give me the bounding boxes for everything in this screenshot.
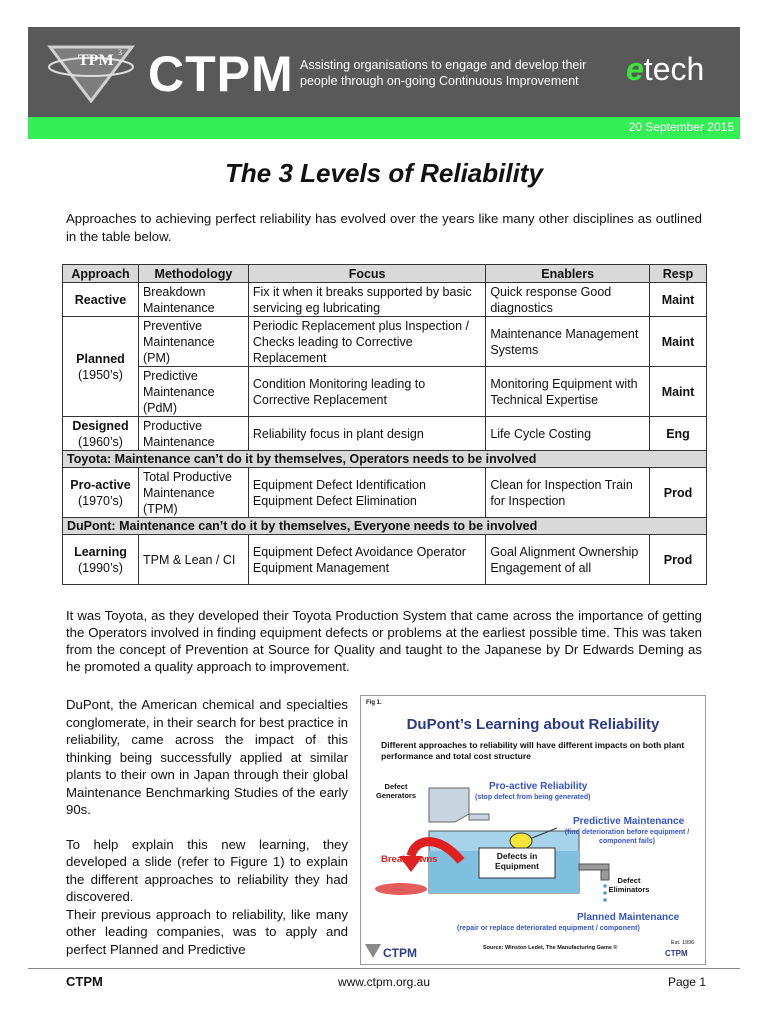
drain-pipe — [579, 864, 609, 870]
intro-paragraph: Approaches to achieving perfect reliability has evolved over the years like many other disciplines as outlined in the table below. — [66, 211, 702, 244]
mini-tpm-logo — [365, 944, 381, 958]
cell-method: Breakdown Maintenance — [138, 283, 248, 317]
proactive-sub: (stop defect from being generated) — [475, 794, 591, 801]
issue-date: 20 September 2015 — [628, 120, 734, 134]
approach-name: Designed — [72, 418, 129, 433]
cell-method: Preventive Maintenance (PM) — [138, 317, 248, 367]
logo-sup: 3 — [118, 48, 122, 57]
planned-label: Planned Maintenance — [577, 912, 680, 923]
defect-eliminators-label: Defect Eliminators — [608, 876, 650, 894]
figure-brand-right: CTPM — [665, 949, 688, 958]
cell-method: Total Productive Maintenance (TPM) — [138, 468, 248, 518]
hopper-spout — [469, 814, 489, 820]
cell-focus: Fix it when it breaks supported by basic servicing eg lubricating — [248, 283, 485, 317]
cell-resp: Maint — [650, 283, 707, 317]
slide-paragraph: To help explain this new learning, they developed a slide (refer to Figure 1) to explain the different approaches to reliability they had discovered. — [66, 836, 348, 904]
footer-divider — [28, 968, 740, 969]
cell-resp: Maint — [650, 317, 707, 367]
figure-brand-left: CTPM — [383, 946, 417, 960]
approach-era: (1960’s) — [78, 434, 123, 449]
cell-approach — [63, 317, 139, 417]
footer-page-number: Page 1 — [667, 975, 706, 989]
etech-logo — [626, 51, 704, 88]
cell-enablers: Quick response Good diagnostics — [486, 283, 650, 317]
col-resp: Resp — [650, 265, 707, 283]
dupont-paragraph: DuPont, the American chemical and specialties conglomerate, in their search for best practice in reliability, came across the impact of this thinking being successfully applied at similar plants to their own in Japan through their global Maintenance Benchmarking Studies of the early 90s. — [66, 697, 348, 817]
left-column — [66, 696, 348, 958]
figure-title: DuPont’s Learning about Reliability — [406, 716, 660, 733]
cell-focus: Periodic Replacement plus Inspection / Checks leading to Corrective Replacement — [248, 317, 485, 367]
planned-sub: (repair or replace deteriorated equipment / component) — [457, 925, 640, 932]
approach-era: (1970’s) — [78, 493, 123, 508]
approach-name: Learning — [74, 544, 127, 559]
figure-subtitle: Different approaches to reliability will have different impacts on both plant performance and total cost structure — [381, 740, 685, 761]
figure-source: Source: Winston Ledet, The Manufacturing Game ® — [483, 945, 618, 951]
figure-est: Est. 1996 — [671, 940, 695, 946]
cell-enablers: Maintenance Management Systems — [486, 317, 650, 367]
predictive-label: Predictive Maintenance — [573, 816, 685, 827]
cell-approach — [63, 468, 139, 518]
footer-brand: CTPM — [66, 974, 103, 989]
cell-method: TPM & Lean / CI — [138, 535, 248, 585]
col-approach: Approach — [63, 265, 139, 283]
approach-era: (1990’s) — [78, 560, 123, 575]
approach-name: Pro-active — [70, 477, 131, 492]
table-row — [63, 283, 707, 317]
date-bar — [28, 117, 740, 139]
etech-e: e — [626, 51, 644, 87]
col-focus: Focus — [248, 265, 485, 283]
cell-method: Predictive Maintenance (PdM) — [138, 367, 248, 417]
table-row — [63, 535, 707, 585]
logo-text: TPM — [78, 52, 114, 69]
predictive-sensor-icon — [510, 833, 532, 849]
defect-generator-hopper — [429, 788, 469, 822]
table-note-row — [63, 451, 707, 468]
footer-website[interactable]: www.ctpm.org.au — [337, 975, 431, 989]
table-header-row — [63, 265, 707, 283]
cell-approach — [63, 417, 139, 451]
cell-enablers: Monitoring Equipment with Technical Expertise — [486, 367, 650, 417]
cell-resp: Maint — [650, 367, 707, 417]
table-row — [63, 317, 707, 367]
approach-era: (1950’s) — [78, 367, 123, 382]
figure-1 — [360, 695, 706, 965]
cell-focus: Equipment Defect Avoidance Operator Equipment Management — [248, 535, 485, 585]
proactive-label: Pro-active Reliability — [489, 781, 588, 792]
breakdowns-label: Breakdowns — [381, 854, 438, 865]
cell-focus: Condition Monitoring leading to Corrective Replacement — [248, 367, 485, 417]
header-banner — [28, 27, 740, 117]
note-dupont: DuPont: Maintenance can’t do it by themselves, Everyone needs to be involved — [63, 518, 707, 535]
brand-name: CTPM — [148, 46, 294, 102]
col-enablers: Enablers — [486, 265, 650, 283]
cell-resp: Eng — [650, 417, 707, 451]
cell-enablers: Goal Alignment Ownership Engagement of all — [486, 535, 650, 585]
cell-enablers: Life Cycle Costing — [486, 417, 650, 451]
cell-approach — [63, 535, 139, 585]
defect-generators-label: Defect Generators — [375, 782, 417, 800]
previous-approach-paragraph: Their previous approach to reliability, like many other leading companies, was to apply and perfect Planned and Predictive — [66, 906, 348, 957]
predictive-sub: (find deterioration before equipment / component fails) — [564, 829, 690, 845]
table-note-row — [63, 518, 707, 535]
col-methodology: Methodology — [138, 265, 248, 283]
figure-label: Fig 1. — [366, 700, 382, 706]
tpm3-logo — [46, 41, 136, 103]
cell-resp: Prod — [650, 468, 707, 518]
cell-resp: Prod — [650, 535, 707, 585]
drip — [603, 898, 607, 902]
cell-focus: Reliability focus in plant design — [248, 417, 485, 451]
toyota-paragraph: It was Toyota, as they developed their Toyota Production System that came across the importance of getting the Operators involved in finding equipment defects or problems at the earliest possible time. This was taken from the concept of Prevention at Source for Quality and taught to the Japanese by Dr Edwards Deming as he promoted a quality approach to improvement. — [66, 608, 702, 674]
cell-method: Productive Maintenance — [138, 417, 248, 451]
tagline: Assisting organisations to engage and develop their people through on-going Continuous Improvement — [300, 58, 587, 88]
defects-label: Defects in Equipment — [495, 851, 539, 871]
cell-approach: Reactive — [63, 283, 139, 317]
breakdown-puddle — [375, 883, 427, 895]
note-toyota: Toyota: Maintenance can’t do it by themselves, Operators needs to be involved — [63, 451, 707, 468]
cell-enablers: Clean for Inspection Train for Inspection — [486, 468, 650, 518]
approach-name: Planned — [76, 351, 125, 366]
etech-rest: tech — [643, 51, 705, 87]
table-row — [63, 468, 707, 518]
reliability-table — [62, 264, 707, 585]
table-row — [63, 417, 707, 451]
table-row — [63, 367, 707, 417]
page-title: The 3 Levels of Reliability — [225, 158, 543, 188]
cell-focus: Equipment Defect Identification Equipment Defect Elimination — [248, 468, 485, 518]
